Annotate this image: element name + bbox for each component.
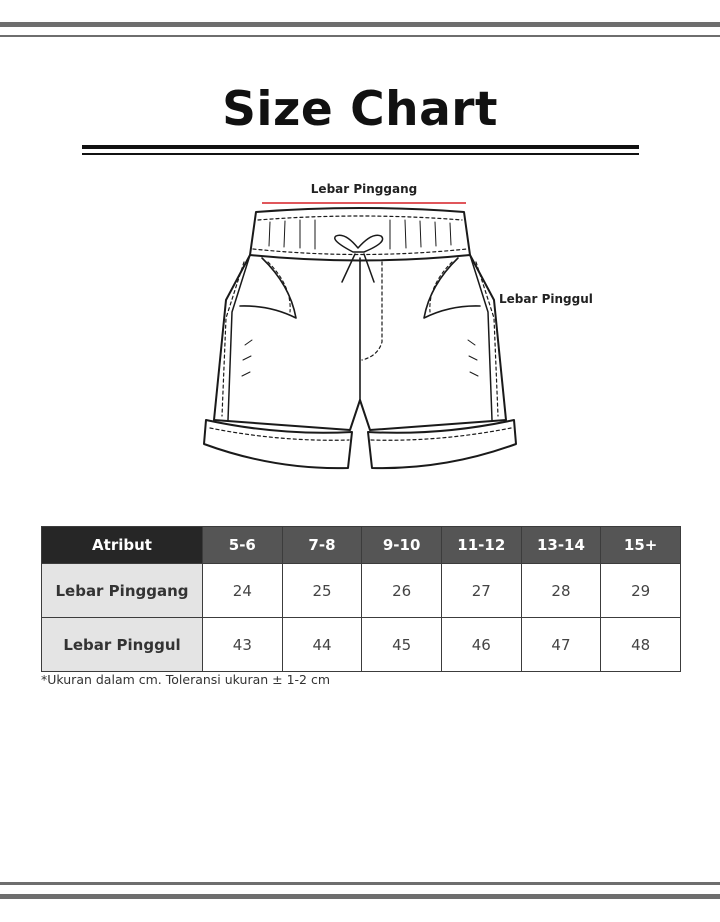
table-row [42, 618, 681, 672]
table-cell: 47 [521, 618, 601, 672]
table-cell: 25 [282, 564, 362, 618]
row-label: Lebar Pinggul [42, 618, 203, 672]
table-cell: 43 [203, 618, 283, 672]
table-header-size: 7-8 [282, 527, 362, 564]
bottom-border-thick [0, 894, 720, 899]
shorts-illustration [190, 178, 610, 478]
table-header-size: 9-10 [362, 527, 442, 564]
left-cuff [204, 420, 352, 468]
bottom-border-thin [0, 882, 720, 885]
right-cuff [368, 420, 516, 468]
drawstring-bow [335, 235, 383, 252]
top-border-thin [0, 35, 720, 37]
table-cell: 24 [203, 564, 283, 618]
table-cell: 44 [282, 618, 362, 672]
table-row [42, 564, 681, 618]
table-cell: 28 [521, 564, 601, 618]
table-cell: 45 [362, 618, 442, 672]
table-cell: 27 [441, 564, 521, 618]
size-footnote: *Ukuran dalam cm. Toleransi ukuran ± 1-2 cm [41, 672, 331, 687]
page-title: Size Chart [222, 82, 498, 137]
waist-measure-marker [262, 202, 466, 204]
top-border-thick [0, 22, 720, 27]
table-cell: 48 [601, 618, 681, 672]
waist-label: Lebar Pinggang [310, 182, 418, 196]
hip-label: Lebar Pinggul [499, 292, 593, 306]
table-header-size: 13-14 [521, 527, 601, 564]
row-label: Lebar Pinggang [42, 564, 203, 618]
table-cell: 29 [601, 564, 681, 618]
table-header-attribute: Atribut [42, 527, 203, 564]
table-header-size: 5-6 [203, 527, 283, 564]
table-header-size: 15+ [601, 527, 681, 564]
table-header-row [42, 527, 681, 564]
table-cell: 46 [441, 618, 521, 672]
title-underline-thin [82, 153, 639, 155]
table-cell: 26 [362, 564, 442, 618]
size-table [41, 526, 681, 672]
title-underline-thick [82, 145, 639, 149]
table-header-size: 11-12 [441, 527, 521, 564]
